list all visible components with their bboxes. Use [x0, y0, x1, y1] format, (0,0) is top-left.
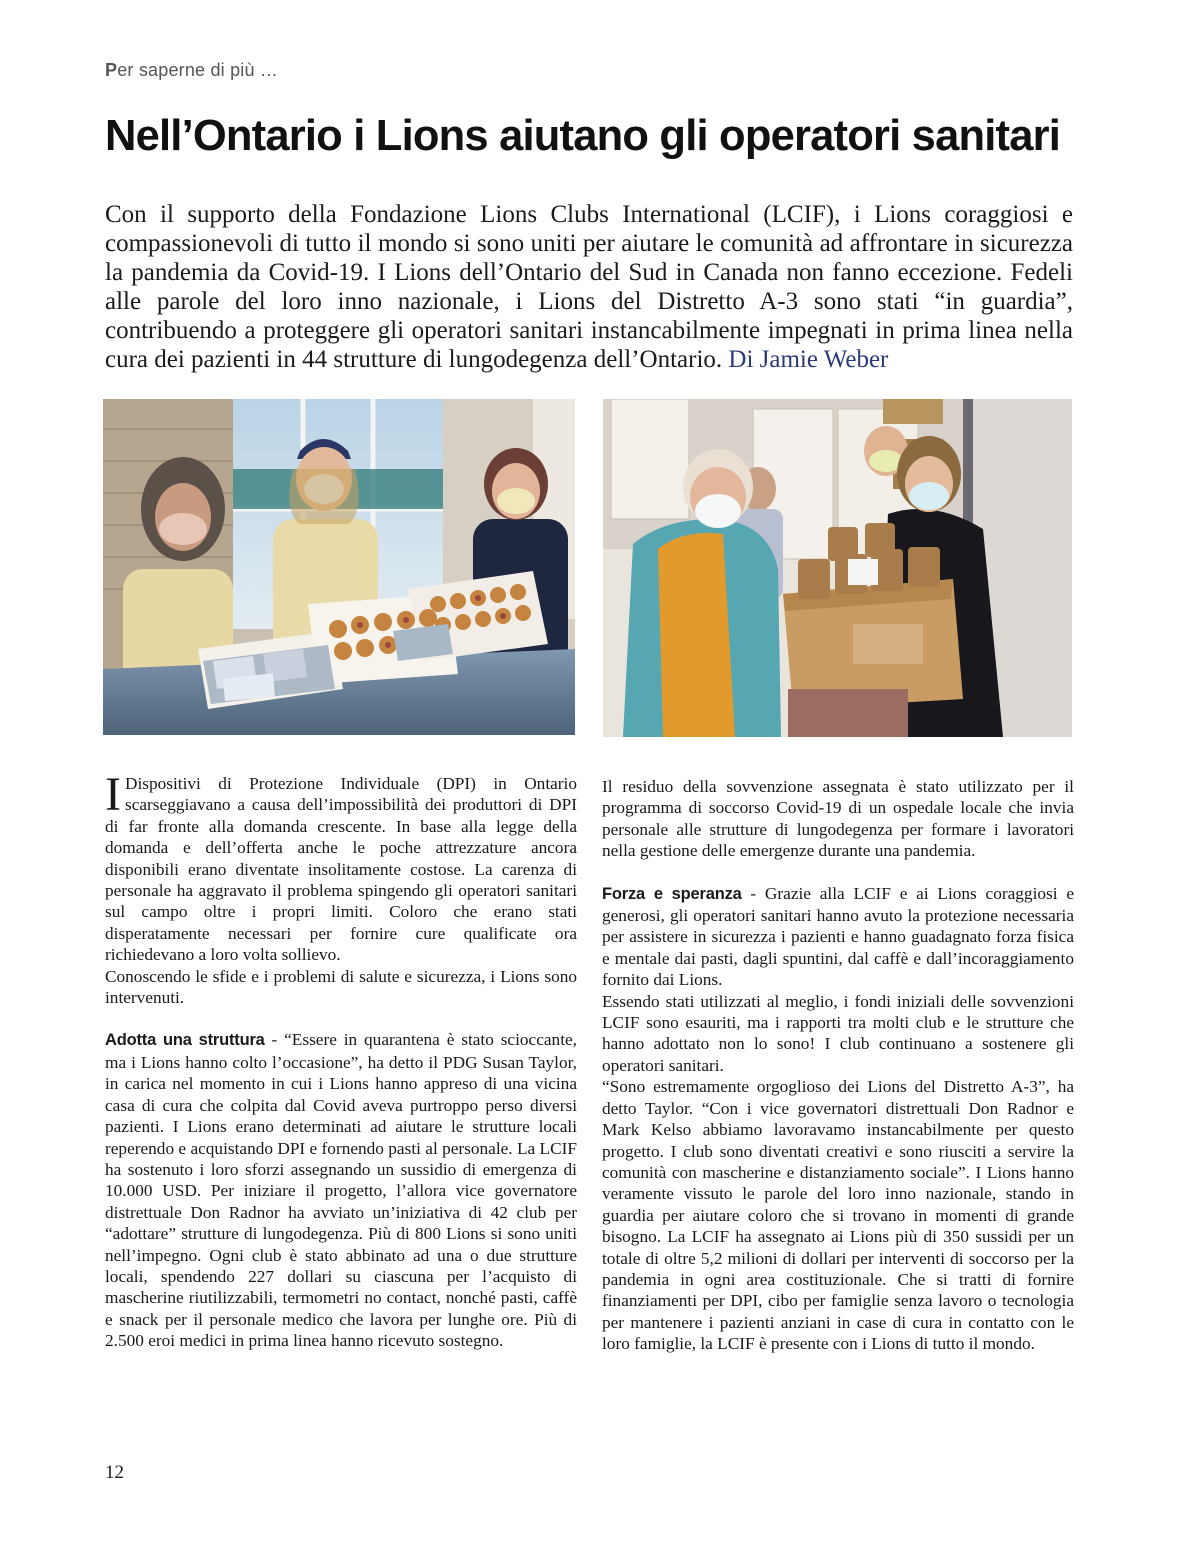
subheading-adotta: Adotta una struttura — [105, 1031, 265, 1050]
left-paragraph-3-text: - “Essere in quarantena è stato scioccante, ma i Lions hanno colto l’occasione”, ha detto il PDG Susan Taylor, in carica nel momento in cui i Lions hanno appreso di una vicina casa di cura che colpita dal Covid aveva purtroppo perso diversi pazienti. I Lions erano determinati ad aiutare le strutture locali reperendo e acquistando DPI e fornendo pasti al personale. La LCIF ha sostenuto i loro sforzi assegnando un sussidio di emergenza di 10.000 USD. Per iniziare il progetto, l’allora vice governatore distrettuale Don Radnor ha avviato un’iniziativa di 42 club per “adottare” strutture di lungodegenza. Più di 800 Lions si sono uniti nell’impegno. Ogni club è stato abbinato ad una o due strutture locali, spendendo 227 dollari su ciascuna per l’acquisto di mascherine riutilizzabili, termometri no contact, nonché pasti, caffè e snack per il personale medico che lavora per lunghe ore. Più di 2.500 eroi medici in prima linea hanno ricevuto sostegno. — [105, 1030, 577, 1351]
left-paragraph-3 — [105, 1029, 577, 1351]
right-paragraph-2 — [602, 883, 1074, 991]
photo-volunteers-meals — [603, 399, 1072, 737]
subheading-forza: Forza e speranza — [602, 884, 742, 903]
page-number: 12 — [105, 1462, 124, 1483]
article-byline: Di Jamie Weber — [728, 346, 889, 373]
right-paragraph-1: Il residuo della sovvenzione assegnata è stato utilizzato per il programma di soccorso Covid-19 di un ospedale locale che invia personale alle strutture di lungodegenza per formare i lavoratori nella gestione delle emergenze durante una pandemia. — [602, 777, 1074, 861]
drop-cap: I — [105, 768, 121, 821]
article-lead — [105, 200, 1073, 374]
section-label — [105, 60, 278, 81]
lead-text: Con il supporto della Fondazione Lions Clubs International (LCIF), i Lions coraggiosi e compassionevoli di tutto il mondo si sono uniti per aiutare le comunità ad affrontare in sicurezza la pandemia da Covid-19. I Lions dell’Ontario del Sud in Canada non fanno eccezione. Fedeli alle parole del loro inno nazionale, i Lions del Distretto A-3 sono stati “in guardia”, contribuendo a proteggere gli operatori sanitari instancabilmente impegnati in prima linea nella cura dei pazienti in 44 strutture di lungodegenza dell’Ontario. — [105, 201, 1073, 373]
photo-volunteers-meals-illustration — [603, 399, 1072, 737]
right-column — [602, 776, 1074, 1355]
section-label-initial: P — [105, 60, 118, 80]
photo-volunteers-muffins-illustration — [103, 399, 575, 735]
right-paragraph-3: Essendo stati utilizzati al meglio, i fondi iniziali delle sovvenzioni LCIF sono esauriti, ma i rapporti tra molti club e le strutture che hanno adottato non lo sono! I club continuano a sostenere gli operatori sanitari. — [602, 991, 1074, 1075]
photo-volunteers-muffins — [103, 399, 575, 735]
right-paragraph-4: “Sono estremamente orgoglioso dei Lions del Distretto A-3”, ha detto Taylor. “Con i vice governatori distrettuali Don Radnor e Mark Kelso abbiamo lavoravamo instancabilmente per questo progetto. I club sono diventati creativi e sono riusciti a servire la comunità con mascherine e distanziamento sociale”. I Lions hanno veramente vissuto le parole del loro inno nazionale, stando in guardia per aiutare coloro che si trovano in momenti di grande bisogno. La LCIF ha assegnato ai Lions più di 350 sussidi per un totale di oltre 5,2 milioni di dollari per interventi di soccorso per la pandemia in ogni area costituzionale. Che si tratti di fornire finanziamenti per DPI, cibo per famiglie senza lavoro o tecnologia per mantenere i pazienti anziani in case di cura in contatto con le loro famiglie, la LCIF è presente con i Lions di tutto il mondo. — [602, 1077, 1074, 1354]
left-column — [105, 768, 577, 1352]
left-paragraph-1-text: Dispositivi di Protezione Individuale (DPI) in Ontario scarseggiavano a causa dell’impossibilità dei produttori di DPI di far fronte alla domanda crescente. In base alla legge della domanda e dell’offerta anche le poche attrezzature ancora disponibili erano diventate insolitamente costose. La carenza di personale ha aggravato il problema spingendo gli operatori sanitari sul campo oltre i propri limiti. Coloro che erano stati disperatamente necessari per fornire cure qualificate ora richiedevano a loro volta sollievo. — [105, 774, 577, 965]
article-headline: Nell’Ontario i Lions aiutano gli operatori sanitari — [105, 112, 1061, 160]
right-paragraph-2-text: - Grazie alla LCIF e ai Lions coraggiosi e generosi, gli operatori sanitari hanno avuto la protezione necessaria per assistere in sicurezza i pazienti e hanno guadagnato forza fisica e mentale dai pasti, dagli spuntini, dal caffè e dall’incoraggiamento fornito dai Lions. — [602, 883, 1074, 990]
section-label-text: er saperne di più … — [117, 60, 279, 80]
left-paragraph-1 — [105, 768, 577, 966]
left-paragraph-2: Conoscendo le sfide e i problemi di salute e sicurezza, i Lions sono intervenuti. — [105, 966, 577, 1008]
